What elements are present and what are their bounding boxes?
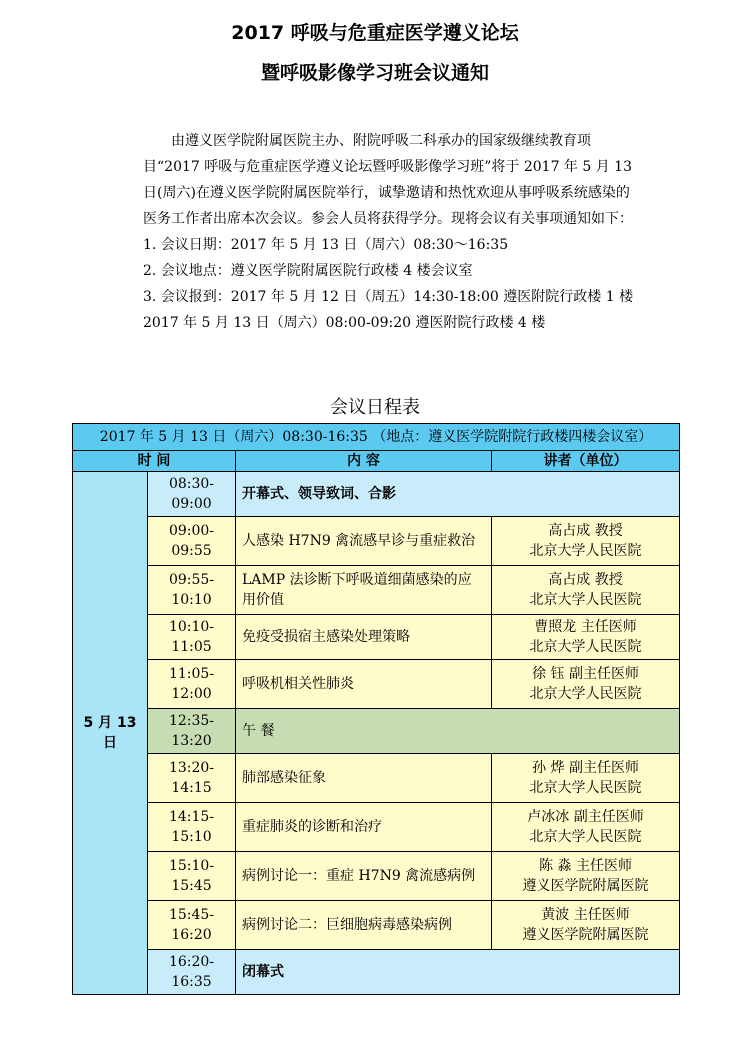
table-row [73, 803, 680, 852]
content-cell: 病例讨论二：巨细胞病毒感染病例 [236, 901, 492, 950]
speaker-name: 高占成 教授 [548, 572, 623, 588]
notice-item-date: 1. 会议日期：2017 年 5 月 13 日（周六）08:30～16:35 [143, 237, 509, 253]
speaker-name: 陈 淼 主任医师 [539, 858, 632, 874]
table-row [73, 517, 680, 566]
speaker-name: 孙 烨 副主任医师 [532, 760, 639, 776]
speaker-affiliation: 北京大学人民医院 [529, 686, 642, 702]
date-cell: 5 月 13 日 [73, 472, 148, 995]
time-cell: 09:00-09:55 [148, 517, 236, 566]
time-cell: 14:15-15:10 [148, 803, 236, 852]
speaker-cell [492, 660, 680, 709]
speaker-affiliation: 北京大学人民医院 [529, 639, 642, 655]
content-cell: 呼吸机相关性肺炎 [236, 660, 492, 709]
intro-paragraph: 由遵义医学院附属医院主办、附院呼吸二科承办的国家级继续教育项目“2017 呼吸与危重症医学遵义论坛暨呼吸影像学习班”将于 2017 年 5 月 13 日(周六)在遵义医学院附属医院举行，诚挚邀请和热忱欢迎从事呼吸系统感染的医务工作者出席本次会议。参会人员将获得学分。现将会议有关事项通知如下： [143, 133, 633, 227]
speaker-affiliation: 遵义医学院附属医院 [522, 878, 649, 894]
notice-item-location: 2. 会议地点：遵义医学院附属医院行政楼 4 楼会议室 [143, 263, 473, 279]
table-row [73, 472, 680, 517]
table-row [73, 852, 680, 901]
notice-item-registration: 3. 会议报到：2017 年 5 月 12 日（周五）14:30-18:00 遵医附院行政楼 1 楼 [143, 289, 634, 305]
speaker-affiliation: 遵义医学院附属医院 [522, 927, 649, 943]
speaker-cell [492, 615, 680, 660]
intro-section [143, 128, 643, 336]
content-cell: LAMP 法诊断下呼吸道细菌感染的应用价值 [236, 566, 492, 615]
time-cell: 09:55-10:10 [148, 566, 236, 615]
column-header-speaker: 讲者（单位） [492, 451, 680, 472]
speaker-name: 黄波 主任医师 [541, 907, 630, 923]
speaker-name: 徐 钰 副主任医师 [532, 666, 639, 682]
speaker-name: 曹照龙 主任医师 [534, 619, 637, 635]
time-cell: 12:35-13:20 [148, 709, 236, 754]
speaker-cell [492, 754, 680, 803]
speaker-name: 卢冰冰 副主任医师 [527, 809, 644, 825]
schedule-header-info: 2017 年 5 月 13 日（周六）08:30-16:35 （地点：遵义医学院附院行政楼四楼会议室） [73, 424, 680, 451]
content-cell: 肺部感染征象 [236, 754, 492, 803]
speaker-affiliation: 北京大学人民医院 [529, 592, 642, 608]
speaker-affiliation: 北京大学人民医院 [529, 543, 642, 559]
speaker-cell [492, 852, 680, 901]
schedule-title: 会议日程表 [330, 397, 420, 418]
table-row [73, 615, 680, 660]
content-cell: 开幕式、领导致词、合影 [236, 472, 680, 517]
document-title-line1: 2017 呼吸与危重症医学遵义论坛 [231, 22, 519, 44]
content-cell: 重症肺炎的诊断和治疗 [236, 803, 492, 852]
column-header-time: 时 间 [73, 451, 236, 472]
speaker-cell [492, 803, 680, 852]
table-row [73, 950, 680, 995]
notice-item-registration-2: 2017 年 5 月 13 日（周六）08:00-09:20 遵医附院行政楼 4 楼 [143, 315, 546, 331]
content-cell: 人感染 H7N9 禽流感早诊与重症救治 [236, 517, 492, 566]
table-row [73, 901, 680, 950]
time-cell: 11:05-12:00 [148, 660, 236, 709]
document-title-line2: 暨呼吸影像学习班会议通知 [260, 62, 489, 84]
time-cell: 10:10-11:05 [148, 615, 236, 660]
speaker-cell [492, 901, 680, 950]
time-cell: 08:30-09:00 [148, 472, 236, 517]
table-row [73, 660, 680, 709]
time-cell: 15:45-16:20 [148, 901, 236, 950]
content-cell: 免疫受损宿主感染处理策略 [236, 615, 492, 660]
time-cell: 13:20-14:15 [148, 754, 236, 803]
table-row [73, 709, 680, 754]
table-row [73, 566, 680, 615]
table-row [73, 754, 680, 803]
content-cell: 病例讨论一：重症 H7N9 禽流感病例 [236, 852, 492, 901]
speaker-affiliation: 北京大学人民医院 [529, 780, 642, 796]
column-header-content: 内 容 [236, 451, 492, 472]
speaker-cell [492, 517, 680, 566]
schedule-table [72, 423, 680, 995]
content-cell: 闭幕式 [236, 950, 680, 995]
speaker-name: 高占成 教授 [548, 523, 623, 539]
time-cell: 16:20-16:35 [148, 950, 236, 995]
content-cell: 午 餐 [236, 709, 680, 754]
speaker-affiliation: 北京大学人民医院 [529, 829, 642, 845]
speaker-cell [492, 566, 680, 615]
time-cell: 15:10-15:45 [148, 852, 236, 901]
